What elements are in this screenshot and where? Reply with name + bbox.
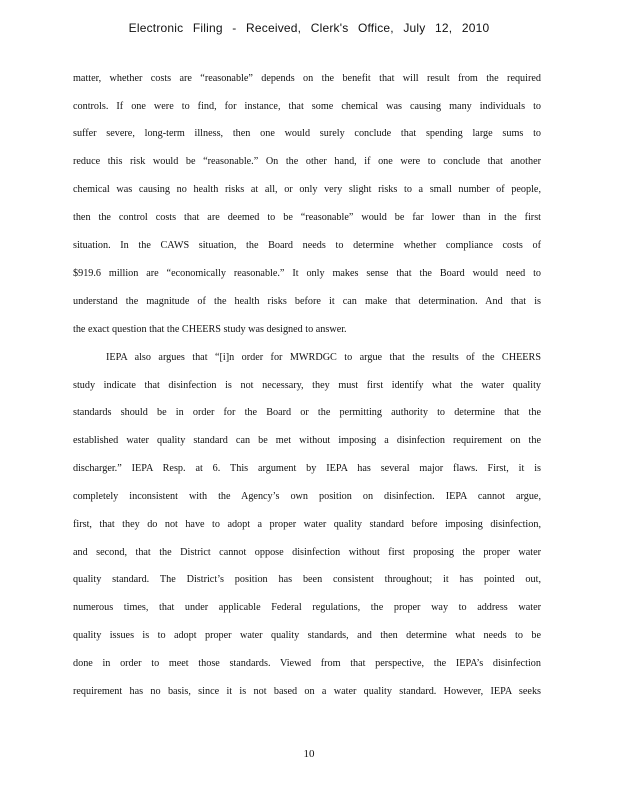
body-line: quality issues is to adopt proper water quality standards, and then determine what needs to be	[73, 630, 541, 641]
body-line: completely inconsistent with the Agency’s own position on disinfection. IEPA cannot argue,	[73, 491, 541, 502]
body-line: reduce this risk would be “reasonable.” On the other hand, if one were to conclude that another	[73, 156, 541, 167]
body-line: done in order to meet those standards. Viewed from that perspective, the IEPA’s disinfection	[73, 658, 541, 669]
body-line: chemical was causing no health risks at all, or only very slight risks to a small number of people,	[73, 184, 541, 195]
body-line: suffer severe, long-term illness, then one would surely conclude that spending large sums to	[73, 128, 541, 139]
body-line: first, that they do not have to adopt a proper water quality standard before imposing disinfection,	[73, 519, 541, 530]
page-number: 10	[303, 748, 315, 760]
body-line: discharger.” IEPA Resp. at 6. This argument by IEPA has several major flaws. First, it is	[73, 463, 541, 474]
body-line: and second, that the District cannot oppose disinfection without first proposing the proper water	[73, 547, 541, 558]
body-line: situation. In the CAWS situation, the Board needs to determine whether compliance costs of	[73, 240, 541, 251]
filing-stamp-header: Electronic Filing - Received, Clerk's Office, July 12, 2010	[128, 21, 490, 35]
body-line: requirement has no basis, since it is not based on a water quality standard. However, IEPA seeks	[73, 686, 541, 697]
body-line: study indicate that disinfection is not necessary, they must first identify what the water quality	[73, 380, 541, 391]
paragraph-first-line: IEPA also argues that “[i]n order for MWRDGC to argue that the results of the CHEERS	[106, 352, 541, 363]
body-line: $919.6 million are “economically reasonable.” It only makes sense that the Board would need to	[73, 268, 541, 279]
body-line: standards should be in order for the Board or the permitting authority to determine that the	[73, 407, 541, 418]
body-line: matter, whether costs are “reasonable” depends on the benefit that will result from the required	[73, 73, 541, 84]
body-line: established water quality standard can be met without imposing a disinfection requirement on the	[73, 435, 541, 446]
body-line: controls. If one were to find, for instance, that some chemical was causing many individuals to	[73, 101, 541, 112]
body-line: the exact question that the CHEERS study was designed to answer.	[73, 324, 347, 335]
body-line: numerous times, that under applicable Federal regulations, the proper way to address water	[73, 602, 541, 613]
body-line: understand the magnitude of the health risks before it can make that determination. And that is	[73, 296, 541, 307]
body-line: then the control costs that are deemed to be “reasonable” would be far lower than in the first	[73, 212, 541, 223]
body-line: quality standard. The District’s position has been consistent throughout; it has pointed out,	[73, 574, 541, 585]
